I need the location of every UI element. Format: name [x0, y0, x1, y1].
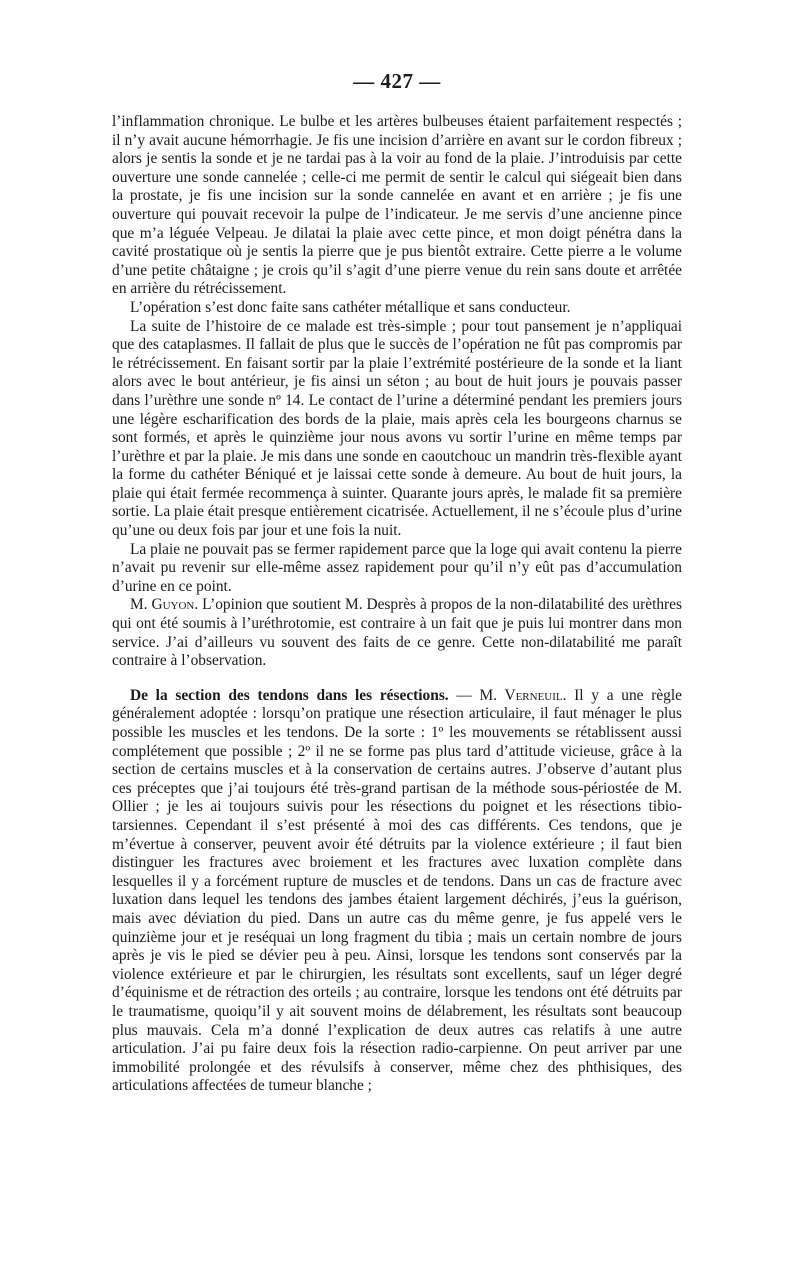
speaker-name: M. Guyon.	[130, 596, 199, 614]
paragraph-operation-summary: L’opération s’est donc faite sans cathéter métallique et sans conducteur.	[130, 298, 571, 316]
section-text: Il y a une règle généralement adoptée : lorsqu’on pratique une résection articulaire, il faut ménager le plus possible les muscles et les tendons. De la sorte : 1º les mouvements se rétablissent aussi complétement que possible ; 2º il ne se forme pas plus tard d’attitude vicieuse, grâce à la section de certains muscles et à la conservation de certains autres. J’observe d’autant plus ces préceptes que j’ai toujours été très-grand partisan de la méthode sous-périostée de M. Ollier ; je les ai toujours suivis pour les résections du poignet et les résections tibio-tarsiennes. Cependant il s’est présenté à moi des cas différents. Ces tendons, que je m’évertue à conserver, peuvent avoir été détruits par la violence extérieure ; il faut bien distinguer les fractures avec broiement et les fractures avec luxation complète dans lesquelles il y a forcément rupture de muscles et de tendons. Dans un cas de fracture avec luxation dans lequel les tendons des jambes étaient largement déchirés, j’eus la guérison, mais avec déviation du pied. Dans un autre cas du même genre, je fus appelé vers le quinzième jour et je reséquai un long fragment du tibia ; mais un certain nombre de jours après je vis le pied se dévier peu à peu. Ainsi, lorsque les tendons sont conservés par la violence extérieure et par le chirurgien, les résultats sont excellents, sauf un léger degré d’équinisme et de rétraction des orteils ; au contraire, lorsque les tendons ont été détruits par le traumatisme, quoiqu’il y ait souvent moins de délabrement, les résultats sont beaucoup plus mauvais. Cela m’a donné l’explication de deux autres cas relatifs à une autre articulation. J’ai pu faire deux fois la résection radio-carpienne. On peut arriver par une immobilité prolongée et des révulsifs à conserver, même chez des phthisiques, des articulations affectées de tumeur blanche ;	[112, 686, 682, 1095]
section-tendons	[112, 687, 682, 1096]
paragraph-wound-closure: La plaie ne pouvait pas se fermer rapidement parce que la loge qui avait contenu la pierre n’avait pu revenir sur elle-même assez rapidement pour qu’il n’y eût pas d’accumulation d’urine en ce point.	[112, 540, 682, 595]
speaker-text: L’opinion que soutient M. Desprès à propos de la non-dilatabilité des urèthres qui ont été soumis à l’uréthrotomie, est contraire à un fait que je puis lui montrer dans mon service. J’ai d’ailleurs vu souvent des faits de ce genre. Cette non-dilatabilité me paraît contraire à l’observation.	[112, 596, 682, 670]
page	[112, 70, 682, 1096]
paragraph-continuation: l’inflammation chronique. Le bulbe et les artères bulbeuses étaient parfaitement respectés ; il n’y avait aucune hémorrhagie. Je fis une incision d’arrière en avant sur le cordon fibreux ; alors je sentis la sonde et je ne tardai pas à la voir au fond de la plaie. J’introduisis par cette ouverture une sonde cannelée ; celle-ci me permit de sentir le calcul qui siégeait bien dans la prostate, je fis une incision sur la sonde cannelée en avant et en arrière ; je fis une ouverture qui pouvait recevoir la pulpe de l’indicateur. Je me servis d’une ancienne pince que m’a léguée Velpeau. Je dilatai la plaie avec cette pince, et mon doigt pénétra dans la cavité prostatique où je sentis la pierre que je pus bientôt extraire. Cette pierre a le volume d’une petite châtaigne ; je crois qu’il s’agit d’une pierre venue du rein sans doute et arrêtée en arrière du rétrécissement.	[112, 113, 682, 298]
section-title: De la section des tendons dans les résections.	[130, 686, 449, 704]
paragraph-patient-history: La suite de l’histoire de ce malade est très-simple ; pour tout pansement je n’appliquai que des cataplasmes. Il fallait de plus que le succès de l’opération ne fût pas compromis par le rétrécissement. En faisant sortir par la plaie l’extrémité postérieure de la sonde et la liant alors avec le bout antérieur, je fis ainsi un séton ; au bout de huit jours je pouvais passer dans l’urèthre une sonde nº 14. Le contact de l’urine a déterminé pendant les premiers jours une légère escharification des bords de la plaie, mais après cela les bourgeons charnus se sont formés, et après le quinzième jour nous avons vu sortir l’urine en même temps par l’urèthre et par la plaie. Je mis dans une sonde en caoutchouc un mandrin très-flexible ayant la forme du cathéter Béniqué et je laissai cette sonde à demeure. Au bout de huit jours, la plaie qui était fermée recommença à suinter. Quarante jours après, le malade fit sa première sortie. La plaie était presque entièrement cicatrisée. Actuellement, il ne s’écoule plus d’urine qu’une ou deux fois par jour et une fois la nuit.	[112, 317, 682, 540]
section-author: — M. Verneuil.	[456, 686, 567, 704]
page-number: — 427 —	[353, 69, 441, 93]
paragraph-guyon-remark	[112, 596, 682, 670]
